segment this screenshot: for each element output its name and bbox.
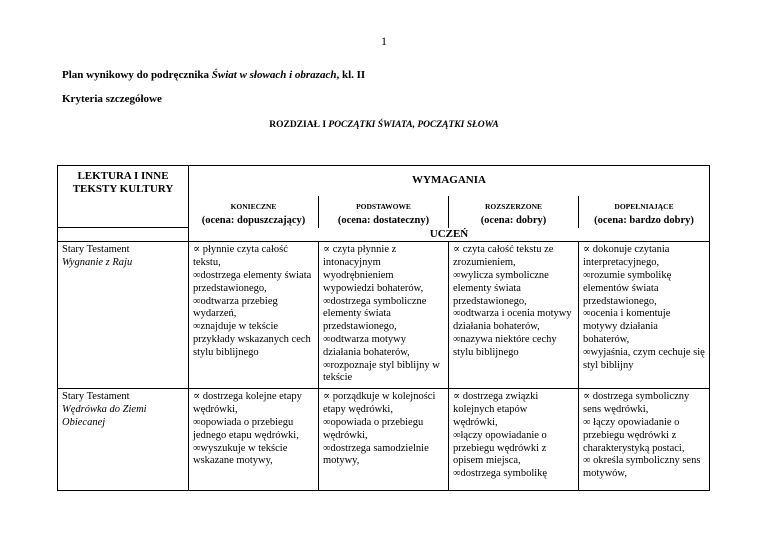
book-cell [58,242,189,389]
requirement-cell [579,389,710,491]
chapter-prefix: ROZDZIAŁ I [269,120,329,130]
header-spacer [58,228,189,242]
table-row [58,242,710,389]
level-grade: (ocena: bardzo dobry) [594,215,694,227]
requirement-item: ∞nazywa niektóre cechy stylu biblijnego [453,334,557,358]
level-grade: (ocena: dopuszczający) [201,215,306,227]
requirement-item: ∞ łączy opowiadanie o przebiegu wędrówki z charakterystyką postaci, [583,417,685,454]
level-grade: (ocena: dostateczny) [337,215,430,227]
requirement-item: ∝ płynnie czyta całość tekstu, [193,244,288,269]
requirement-cell [449,242,579,389]
requirement-item: ∞ określa symboliczny sens motywów, [583,455,701,480]
page-number: 1 [381,34,387,48]
requirement-item: ∝ dostrzega związki kolejnych etapów wędrówki, [453,391,539,429]
level-name: DOPEŁNIAJĄCE [614,202,674,211]
document-title [62,69,365,81]
requirement-cell [579,242,710,389]
level-header-2 [319,196,449,228]
requirement-item: ∞opowiada o przebiegu wędrówki, [323,417,424,441]
requirement-cell [319,242,449,389]
requirement-item: ∞opowiada o przebiegu jednego etapu wędrówki, [193,417,299,441]
requirement-item: ∝ dostrzega kolejne etapy wędrówki, [193,391,302,416]
requirement-item: ∞rozumie symbolikę elementów świata przedstawionego, [583,270,672,307]
level-header-3 [449,196,579,228]
requirement-cell [449,389,579,491]
title-suffix: , kl. II [336,69,366,81]
requirement-item: ∞wylicza symboliczne elementy świata przedstawionego, [453,270,549,307]
requirement-item: ∞wyszukuje w tekście wskazane motywy, [193,442,288,467]
requirement-item: ∞znajduje w tekście przykłady wskazanych cech stylu biblijnego [193,321,311,358]
book-part: Wygnanie z Raju [62,257,133,269]
requirement-cell [189,389,319,491]
requirement-item: ∝ dokonuje czytania interpretacyjnego, [583,244,670,269]
requirement-item: ∞rozpoznaje styl biblijny w tekście [323,359,440,384]
level-name: KONIECZNE [230,202,277,211]
level-header-4 [579,196,710,228]
book-part: Wędrówka do Ziemi Obiecanej [62,404,147,429]
requirement-cell [319,389,449,491]
header-wymagania: WYMAGANIA [189,166,710,197]
requirement-item: ∞dostrzega samodzielnie motywy, [323,442,429,467]
title-book: Świat w słowach i obrazach [211,69,337,81]
requirements-table [57,165,710,491]
requirement-item: ∝ porządkuje w kolejności etapy wędrówki, [323,391,436,416]
level-name: ROZSZERZONE [484,202,543,211]
book-cell [58,389,189,491]
level-header-1 [189,196,319,228]
requirement-item: ∞dostrzega symbolikę [453,468,548,480]
level-name: PODSTAWOWE [356,202,411,211]
book-title: Stary Testament [62,391,130,403]
book-title: Stary Testament [62,244,130,256]
chapter-heading [0,120,768,130]
chapter-name: POCZĄTKI ŚWIATA, POCZĄTKI SŁOWA [328,120,499,130]
requirement-item: ∞ocenia i komentuje motywy działania bohaterów, [583,308,671,346]
requirement-item: ∝ czyta całość tekstu ze zrozumieniem, [453,244,554,269]
requirement-item: ∝ dostrzega symboliczny sens wędrówki, [583,391,690,416]
requirement-item: ∞wyjaśnia, czym cechuje się styl biblijny [583,346,705,371]
requirement-item: ∞łączy opowiadanie o przebiegu wędrówki z opisem miejsca, [453,429,547,467]
document-subtitle: Kryteria szczegółowe [62,93,162,105]
header-lektura: LEKTURA I INNE TEKSTY KULTURY [58,166,189,228]
requirement-item: ∝ czyta płynnie z intonacyjnym wyodrębnieniem wypowiedzi bohaterów, [323,244,424,294]
requirement-item: ∞dostrzega elementy świata przedstawionego, [193,270,312,294]
table-row [58,389,710,491]
title-prefix: Plan wynikowy do podręcznika [62,69,212,81]
level-grade: (ocena: dobry) [480,215,547,227]
requirement-item: ∞odtwarza przebieg wydarzeń, [193,295,278,320]
requirement-item: ∞dostrzega symboliczne elementy świata przedstawionego, [323,295,427,333]
requirement-cell [189,242,319,389]
requirement-item: ∞odtwarza i ocenia motywy działania bohaterów, [453,308,572,333]
header-uczen: UCZEŃ [189,228,710,242]
requirement-item: ∞odtwarza motywy działania bohaterów, [323,334,410,358]
